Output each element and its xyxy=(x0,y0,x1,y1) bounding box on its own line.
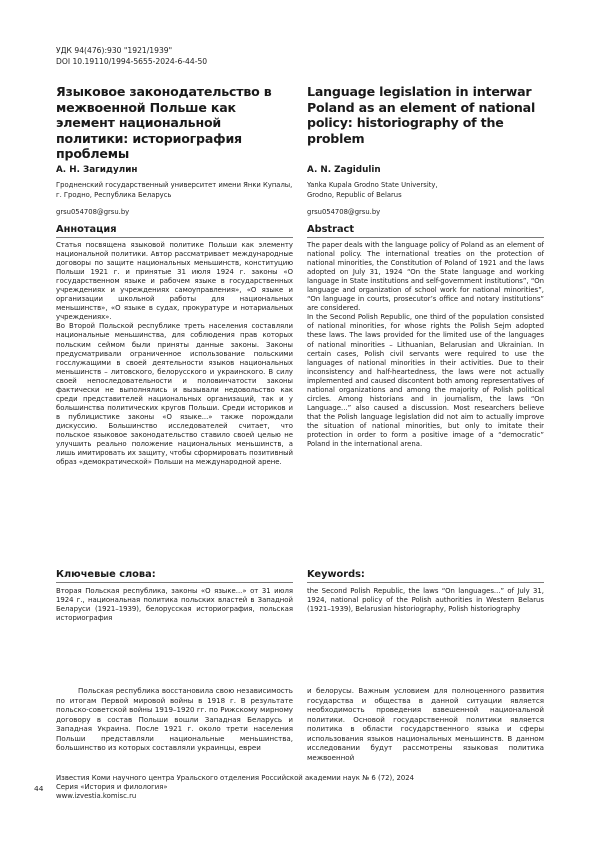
body-right-paragraph: и белорусы. Важным условием для полноценного развития государства и общества в данной ситуации является необходимость проведения взвешенной национальной политики. Основой государственной политики является политика в области государственного языка и сферы использования языков национальных меньшинств. В данном исследовании будут рассмотрены языковая политика межвоенной xyxy=(307,686,544,762)
en-keywords: the Second Polish Republic, the laws “On languages...” of July 31, 1924, national policy of the Polish authorities in Western Belarus (1921–1939), Belarusian historiography, Polish historiography xyxy=(307,587,544,614)
ru-abstract-p1: Статья посвящена языковой политике Польши как элементу национальной политики. Автор рассматривает международные договоры по защите национальных меньшинств, конституцию Польши 1921 г. и принятые 31 июля 1924 г. законы «О государственном языке и рабочем языке в государственных учреждениях и учреждениях самоуправления», «О языке и организации школьной работы для национальных меньшинств», «О языке в судах, прокуратуре и нотариальных учреждениях». xyxy=(56,241,293,322)
ru-title: Языковое законодательство в межвоенной Польше как элемент национальной политики: историография проблемы xyxy=(56,84,286,162)
page-number: 44 xyxy=(34,784,43,793)
en-keywords-heading: Keywords: xyxy=(307,569,365,580)
ru-abstract xyxy=(56,241,293,467)
journal-url[interactable]: www.izvestia.komisc.ru xyxy=(56,792,414,801)
ru-email[interactable]: grsu054708@grsu.by xyxy=(56,208,129,216)
doi[interactable]: DOI 10.19110/1994-5655-2024-6-44-50 xyxy=(56,57,207,67)
en-keywords-rule xyxy=(307,582,544,583)
en-abstract xyxy=(307,241,544,449)
en-abstract-heading: Abstract xyxy=(307,224,354,235)
ru-keywords-rule xyxy=(56,582,293,583)
journal-name: Известия Коми научного центра Уральского отделения Российской академии наук № 6 (72), 2024 xyxy=(56,774,414,783)
ru-abstract-rule xyxy=(56,237,293,238)
udk-code: УДК 94(476):930 "1921/1939" xyxy=(56,46,172,56)
en-author: A. N. Zagidulin xyxy=(307,165,381,175)
en-abstract-p2: In the Second Polish Republic, one third of the population consisted of national minorities, for whose rights the Polish Sejm adopted these laws. The laws provided for the limited use of the languages of national minorities – Lithuanian, Belarusian and Ukrainian. In certain cases, Polish civil servants were required to use the languages of national minorities in their activities. Due to their inconsistency and half-heartedness, the laws were not actually implemented and caused discontent both among representatives of national organizations and among the majority of Polish political circles. Among historians and in journalism, the laws “On Language...” also caused a discussion. Most researchers believe that the Polish language legislation did not aim to actually improve the situation of national minorities, but only to imitate their protection in order to form a positive image of a “democratic” Poland in the international arena. xyxy=(307,313,544,449)
ru-abstract-p2: Во Второй Польской республике треть населения составляли национальные меньшинства, для соблюдения прав которых польским сеймом были приняты данные законы. Законы предусматривали ограниченное использование польскими госслужащими в своей деятельности языков национальных меньшинств – литовского, белорусского и украинского. В силу своей непоследовательности и половинчатости законы фактически не выполнялись и вызывали недовольство как среди представителей национальных организаций, так и у большинства политических кругов Польши. Среди историков и в публицистике законы «О языке...» также порождали дискуссию. Большинство исследователей считает, что польское языковое законодательство ставило своей целью не улучшить реально положение национальных меньшинств, а лишь имитировать их защиту, чтобы сформировать позитивный образ «демократической» Польши на международной арене. xyxy=(56,322,293,467)
en-affiliation: Yanka Kupala Grodno State University, Grodno, Republic of Belarus xyxy=(307,181,447,200)
ru-abstract-heading: Аннотация xyxy=(56,224,117,235)
en-title: Language legislation in interwar Poland as an element of national policy: historiography of the problem xyxy=(307,84,547,146)
ru-author: А. Н. Загидулин xyxy=(56,165,137,175)
en-abstract-rule xyxy=(307,237,544,238)
en-email[interactable]: grsu054708@grsu.by xyxy=(307,208,380,216)
en-abstract-p1: The paper deals with the language policy of Poland as an element of national policy. The international treaties on the protection of national minorities, the Constitution of Poland of 1921 and the laws adopted on July 31, 1924 “On the State language and working language in State institutions and self-government institutions”, “On language and organization of school work for national minorities”, “On language in courts, prosecutor’s office and notary institutions” are considered. xyxy=(307,241,544,313)
ru-affiliation: Гродненский государственный университет имени Янки Купалы, г. Гродно, Республика Беларусь xyxy=(56,181,296,200)
journal-footer xyxy=(56,774,414,802)
ru-keywords: Вторая Польская республика, законы «О языке...» от 31 июля 1924 г., национальная политика польских властей в Западной Беларуси (1921–1939), белорусская историография, польская историография xyxy=(56,587,293,623)
body-left-paragraph: Польская республика восстановила свою независимость по итогам Первой мировой войны в 1918 г. В результате польско-советской войны 1919–1920 гг. по Рижскому мирному договору в состав Польши вошли Западная Беларусь и Западная Украина. После 1921 г. около трети населения Польши представляли национальные меньшинства, большинство из которых составляли украинцы, евреи xyxy=(56,686,293,753)
ru-keywords-heading: Ключевые слова: xyxy=(56,569,156,580)
journal-series: Серия «История и филология» xyxy=(56,783,414,792)
